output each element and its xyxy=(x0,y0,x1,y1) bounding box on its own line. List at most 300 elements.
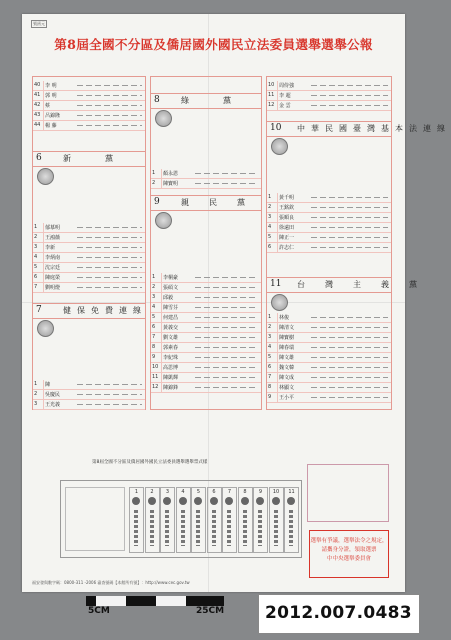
candidate-row xyxy=(267,383,391,393)
candidate-row xyxy=(33,283,145,293)
candidate-name: 林顯文 xyxy=(279,385,295,391)
accession-number: 2012.007.0483 xyxy=(265,603,412,623)
row-divider xyxy=(43,121,44,130)
party-emblem-icon xyxy=(271,294,288,311)
candidate-details xyxy=(77,287,142,288)
candidate-details xyxy=(77,115,142,116)
candidate-number: 5 xyxy=(268,234,272,240)
candidate-name: 郭素春 xyxy=(163,345,179,351)
candidate-name: 陳寶樹 xyxy=(279,335,295,341)
candidate-name: 陳錦鋒 xyxy=(163,385,179,391)
row-divider xyxy=(277,203,278,212)
candidate-name: 顏永恩 xyxy=(163,171,179,177)
row-divider xyxy=(43,263,44,272)
candidate-row xyxy=(267,353,391,363)
candidate-row xyxy=(33,243,145,253)
candidate-name: 陳春瑞 xyxy=(279,345,295,351)
ballot-party-column xyxy=(284,487,299,553)
row-divider xyxy=(161,179,162,188)
ballot-number: 1 xyxy=(134,489,139,495)
scale-bar-segment xyxy=(156,596,186,606)
bulletin-title: 第8屆全國不分區及僑居國外國民立法委員選舉選舉公報 xyxy=(54,37,373,52)
row-divider xyxy=(161,373,162,382)
row-divider xyxy=(277,393,278,402)
candidate-details xyxy=(77,105,142,106)
row-divider xyxy=(43,390,44,399)
party-number: 11 xyxy=(270,279,282,289)
column-left xyxy=(32,76,146,410)
candidate-row xyxy=(33,223,145,233)
candidate-name: 李桐豪 xyxy=(163,275,179,281)
ballot-party-text xyxy=(181,510,185,546)
candidate-row xyxy=(151,343,261,353)
candidate-number: 1 xyxy=(152,274,156,280)
red-notice-line: 請攜身分證，領取選票 xyxy=(321,547,377,553)
candidate-name: 吳慶民 xyxy=(45,392,61,398)
row-divider xyxy=(161,293,162,302)
party-emblem-icon xyxy=(37,168,54,185)
accession-label xyxy=(258,594,420,634)
row-divider xyxy=(161,283,162,292)
row-divider xyxy=(277,223,278,232)
candidate-number: 7 xyxy=(152,334,156,340)
row-divider xyxy=(161,169,162,178)
ballot-party-text xyxy=(134,510,138,546)
row-divider xyxy=(161,363,162,372)
party-emblem-icon xyxy=(194,497,202,505)
candidate-number: 6 xyxy=(268,244,272,250)
row-divider xyxy=(277,323,278,332)
candidate-details xyxy=(311,347,388,348)
candidate-number: 3 xyxy=(34,401,38,407)
row-divider xyxy=(43,283,44,292)
candidate-details xyxy=(195,317,258,318)
red-notice-line: 中中央選舉委員會 xyxy=(326,556,371,562)
row-divider xyxy=(43,101,44,110)
row-divider xyxy=(161,273,162,282)
candidate-name: 周侍強 xyxy=(279,83,295,89)
row-divider xyxy=(277,91,278,100)
candidate-details xyxy=(195,367,258,368)
ballot-party-text xyxy=(258,510,262,546)
row-divider xyxy=(161,333,162,342)
ballot-party-column xyxy=(145,487,160,553)
candidate-row xyxy=(33,400,145,410)
candidate-details xyxy=(311,227,388,228)
candidate-details xyxy=(311,387,388,388)
candidate-row xyxy=(151,179,261,189)
row-divider xyxy=(43,273,44,282)
candidate-name: 黃千明 xyxy=(279,195,295,201)
candidate-details xyxy=(311,367,388,368)
ballot-party-text xyxy=(212,510,216,546)
candidate-details xyxy=(195,357,258,358)
row-divider xyxy=(277,81,278,90)
candidate-row xyxy=(33,91,145,101)
candidate-name: 李紀珠 xyxy=(163,355,179,361)
candidate-number: 6 xyxy=(268,364,272,370)
candidate-name: 邱毅 xyxy=(163,295,174,301)
candidate-row xyxy=(267,243,391,253)
candidate-name: 魏文韓 xyxy=(279,365,295,371)
candidate-row xyxy=(267,213,391,223)
row-divider xyxy=(43,233,44,242)
candidate-number: 1 xyxy=(34,381,38,387)
party-header xyxy=(33,303,145,319)
red-notice-line: 選舉有爭議，選舉法令之規定， xyxy=(310,538,388,544)
candidate-row xyxy=(267,393,391,403)
candidate-number: 1 xyxy=(268,314,272,320)
party-name: 健保免費連線 xyxy=(63,306,147,315)
candidate-number: 7 xyxy=(268,374,272,380)
candidate-row xyxy=(267,323,391,333)
candidate-details xyxy=(195,287,258,288)
candidate-number: 2 xyxy=(268,204,272,210)
party-name: 台 灣 主 義 黨 xyxy=(297,280,423,289)
candidate-number: 3 xyxy=(34,244,38,250)
ballot-party-text xyxy=(150,510,154,546)
candidate-number: 4 xyxy=(268,344,272,350)
party-emblem-icon xyxy=(272,497,280,505)
candidate-row xyxy=(267,101,391,111)
candidate-details xyxy=(311,197,388,198)
candidate-details xyxy=(77,247,142,248)
row-divider xyxy=(277,373,278,382)
candidate-details xyxy=(77,404,142,405)
candidate-name: 高思博 xyxy=(163,365,179,371)
candidate-details xyxy=(311,317,388,318)
candidate-row xyxy=(151,363,261,373)
party-emblem-icon xyxy=(256,497,264,505)
row-divider xyxy=(277,101,278,110)
party-emblem-icon xyxy=(241,497,249,505)
candidate-details xyxy=(311,377,388,378)
candidate-row xyxy=(33,390,145,400)
candidate-details xyxy=(311,247,388,248)
ballot-party-text xyxy=(274,510,278,546)
candidate-row xyxy=(33,121,145,131)
candidate-row xyxy=(151,283,261,293)
party-emblem-icon xyxy=(37,320,54,337)
candidate-number: 1 xyxy=(152,170,156,176)
candidate-name: 陳清文 xyxy=(279,325,295,331)
ballot-party-column xyxy=(222,487,237,553)
candidate-details xyxy=(195,297,258,298)
candidate-details xyxy=(311,105,388,106)
candidate-number: 8 xyxy=(152,344,156,350)
candidate-row xyxy=(151,273,261,283)
candidate-row xyxy=(267,313,391,323)
candidate-details xyxy=(77,85,142,86)
candidate-details xyxy=(195,377,258,378)
candidate-row xyxy=(151,303,261,313)
candidate-details xyxy=(311,237,388,238)
ballot-number: 2 xyxy=(150,489,154,495)
candidate-row xyxy=(267,203,391,213)
candidate-row xyxy=(267,81,391,91)
candidate-name: 陳雪芬 xyxy=(163,305,179,311)
candidate-number: 7 xyxy=(34,284,38,290)
footer-text: 福安發與數字碼：0800-311 -2006 審查號碼【本館所有號】：http://www.cec.gov.tw xyxy=(32,580,190,585)
candidate-name: 郭 明 xyxy=(45,93,57,99)
candidate-details xyxy=(77,237,142,238)
ballot-party-text xyxy=(165,510,169,546)
row-divider xyxy=(161,303,162,312)
sample-ballot xyxy=(60,480,302,558)
ballot-party-text xyxy=(196,510,200,546)
candidate-details xyxy=(195,347,258,348)
candidate-row xyxy=(267,373,391,383)
party-emblem-icon xyxy=(155,110,172,127)
ballot-number: 3 xyxy=(165,489,170,495)
candidate-row xyxy=(151,373,261,383)
ballot-party-column xyxy=(269,487,284,553)
scale-label-left: 5CM xyxy=(88,606,110,616)
row-divider xyxy=(43,380,44,389)
candidate-name: 陳正一 xyxy=(279,235,295,241)
party-emblem-icon xyxy=(163,497,171,505)
row-divider xyxy=(43,253,44,262)
candidate-row xyxy=(33,233,145,243)
candidate-details xyxy=(311,397,388,398)
candidate-name: 陳庭榮 xyxy=(45,275,61,281)
candidate-number: 10 xyxy=(268,82,275,88)
candidate-number: 3 xyxy=(268,334,272,340)
candidate-details xyxy=(77,277,142,278)
ballot-party-column xyxy=(176,487,191,553)
candidate-row xyxy=(151,383,261,393)
candidate-details xyxy=(77,267,142,268)
candidate-details xyxy=(311,357,388,358)
ballot-party-column xyxy=(238,487,253,553)
ballot-party-text xyxy=(227,510,231,546)
candidate-row xyxy=(33,263,145,273)
candidate-number: 9 xyxy=(268,394,272,400)
candidate-row xyxy=(151,293,261,303)
candidate-details xyxy=(77,394,142,395)
candidate-row xyxy=(267,343,391,353)
row-divider xyxy=(161,343,162,352)
candidate-details xyxy=(77,257,142,258)
candidate-row xyxy=(33,380,145,390)
candidate-name: 李炳南 xyxy=(45,255,61,261)
ballot-party-column xyxy=(253,487,268,553)
red-notice-box xyxy=(309,530,389,578)
row-divider xyxy=(43,81,44,90)
candidate-row xyxy=(33,253,145,263)
candidate-row xyxy=(267,363,391,373)
candidate-number: 40 xyxy=(34,82,41,88)
ballot-number: 5 xyxy=(196,489,201,495)
candidate-number: 1 xyxy=(34,224,38,230)
party-emblem-icon xyxy=(210,497,218,505)
party-name: 中華民國臺灣基本法連線 xyxy=(297,124,451,133)
candidate-details xyxy=(311,85,388,86)
row-divider xyxy=(277,233,278,242)
candidate-number: 2 xyxy=(152,284,156,290)
party-number: 6 xyxy=(36,153,42,163)
candidate-details xyxy=(195,337,258,338)
row-divider xyxy=(161,313,162,322)
party-emblem-icon xyxy=(155,212,172,229)
ballot-party-column xyxy=(207,487,222,553)
candidate-name: 何建昌 xyxy=(163,315,179,321)
candidate-row xyxy=(267,193,391,203)
candidate-number: 42 xyxy=(34,102,41,108)
ballot-party-column xyxy=(191,487,206,553)
row-divider xyxy=(43,91,44,100)
party-name: 親 民 黨 xyxy=(181,198,251,207)
row-divider xyxy=(277,383,278,392)
candidate-number: 5 xyxy=(152,314,156,320)
candidate-number: 11 xyxy=(152,374,159,380)
candidate-number: 4 xyxy=(268,224,272,230)
candidate-details xyxy=(311,327,388,328)
scale-bar-segment xyxy=(96,596,126,606)
candidate-row xyxy=(267,223,391,233)
candidate-number: 12 xyxy=(152,384,159,390)
corner-mark: 號函元 xyxy=(33,21,45,26)
candidate-details xyxy=(311,337,388,338)
candidate-name: 徐遠田 xyxy=(279,225,295,231)
ballot-number: 7 xyxy=(227,489,232,495)
party-emblem-icon xyxy=(271,138,288,155)
candidate-number: 43 xyxy=(34,112,41,118)
candidate-details xyxy=(77,95,142,96)
candidate-number: 5 xyxy=(34,264,38,270)
candidate-details xyxy=(195,173,258,174)
candidate-row xyxy=(33,81,145,91)
row-divider xyxy=(277,333,278,342)
candidate-number: 2 xyxy=(34,234,38,240)
party-name: 綠 黨 xyxy=(181,96,237,105)
column-right xyxy=(266,76,451,410)
party-emblem-icon xyxy=(148,497,156,505)
party-header xyxy=(267,121,451,137)
candidate-name: 張順良 xyxy=(279,215,295,221)
candidate-name: 王銘欽 xyxy=(279,205,295,211)
party-emblem-icon xyxy=(287,497,295,505)
candidate-number: 2 xyxy=(268,324,272,330)
candidate-details xyxy=(77,227,142,228)
candidate-name: 王鴻薇 xyxy=(45,235,61,241)
candidate-details xyxy=(195,387,258,388)
candidate-name: 沈宗廷 xyxy=(45,265,61,271)
candidate-number: 2 xyxy=(152,180,156,186)
row-divider xyxy=(161,383,162,392)
candidate-number: 9 xyxy=(152,354,156,360)
row-divider xyxy=(43,111,44,120)
ballot-party-text xyxy=(243,510,247,546)
party-header xyxy=(267,277,423,293)
candidate-name: 李新 xyxy=(45,245,56,251)
scale-bar xyxy=(86,596,224,606)
candidate-number: 44 xyxy=(34,122,41,128)
candidate-name: 金 雲 xyxy=(279,103,291,109)
candidate-name: 張碩文 xyxy=(163,285,179,291)
candidate-number: 4 xyxy=(34,254,38,260)
row-divider xyxy=(277,243,278,252)
party-number: 9 xyxy=(154,197,160,207)
election-bulletin-sheet xyxy=(22,14,451,592)
candidate-name: 郁慕明 xyxy=(45,225,61,231)
candidate-number: 6 xyxy=(152,324,156,330)
party-header xyxy=(151,195,261,211)
candidate-row xyxy=(267,91,391,101)
candidate-number: 11 xyxy=(268,92,275,98)
candidate-number: 3 xyxy=(152,294,156,300)
candidate-row xyxy=(151,169,261,179)
row-divider xyxy=(161,323,162,332)
candidate-details xyxy=(195,277,258,278)
candidate-number: 1 xyxy=(268,194,272,200)
party-header xyxy=(151,93,261,109)
candidate-name: 蔡 xyxy=(45,103,51,109)
ballot-notice-title: 第8屆全國不分區及僑居國外國民立法委員選舉選舉票式樣 xyxy=(92,460,208,465)
ballot-number: 10 xyxy=(272,489,280,495)
candidate-number: 12 xyxy=(268,102,275,108)
ballot-number: 9 xyxy=(258,489,263,495)
candidate-row xyxy=(151,313,261,323)
party-header xyxy=(33,151,145,167)
candidate-number: 5 xyxy=(268,354,272,360)
candidate-number: 41 xyxy=(34,92,41,98)
candidate-name: 楊 藤 xyxy=(45,123,57,129)
ballot-party-column xyxy=(129,487,144,553)
candidate-name: 林俊 xyxy=(279,315,290,321)
candidate-number: 6 xyxy=(34,274,38,280)
candidate-row xyxy=(267,333,391,343)
row-divider xyxy=(161,353,162,362)
candidate-details xyxy=(195,307,258,308)
row-divider xyxy=(277,213,278,222)
ballot-number: 4 xyxy=(181,489,185,495)
ballot-notice xyxy=(32,444,390,584)
candidate-name: 陳文雄 xyxy=(279,355,295,361)
candidate-row xyxy=(151,333,261,343)
candidate-name: 黃義交 xyxy=(163,325,179,331)
candidate-name: 劉明燈 xyxy=(45,285,61,291)
candidate-name: 許志仁 xyxy=(279,245,295,251)
ballot-number: 6 xyxy=(212,489,216,495)
candidate-row xyxy=(33,111,145,121)
row-divider xyxy=(277,343,278,352)
candidate-row xyxy=(151,323,261,333)
candidate-number: 4 xyxy=(152,304,156,310)
row-divider xyxy=(277,193,278,202)
row-divider xyxy=(277,313,278,322)
candidate-name: 陳文成 xyxy=(279,375,295,381)
candidate-name: 陳凱輝 xyxy=(163,375,179,381)
candidate-row xyxy=(33,273,145,283)
ballot-instructions xyxy=(65,487,125,551)
party-number: 8 xyxy=(154,95,160,105)
candidate-name: 王光義 xyxy=(45,402,61,408)
ballot-number: 11 xyxy=(288,489,295,495)
candidate-row xyxy=(267,233,391,243)
candidate-name: 陳 xyxy=(45,382,51,388)
candidate-number: 8 xyxy=(268,384,272,390)
candidate-number: 10 xyxy=(152,364,159,370)
row-divider xyxy=(277,353,278,362)
party-emblem-icon xyxy=(132,497,140,505)
row-divider xyxy=(43,400,44,409)
ballot-party-text xyxy=(289,510,293,546)
candidate-name: 陳寶明 xyxy=(163,181,179,187)
party-number: 7 xyxy=(36,305,42,315)
candidate-details xyxy=(311,207,388,208)
notice-text-box xyxy=(307,464,389,522)
